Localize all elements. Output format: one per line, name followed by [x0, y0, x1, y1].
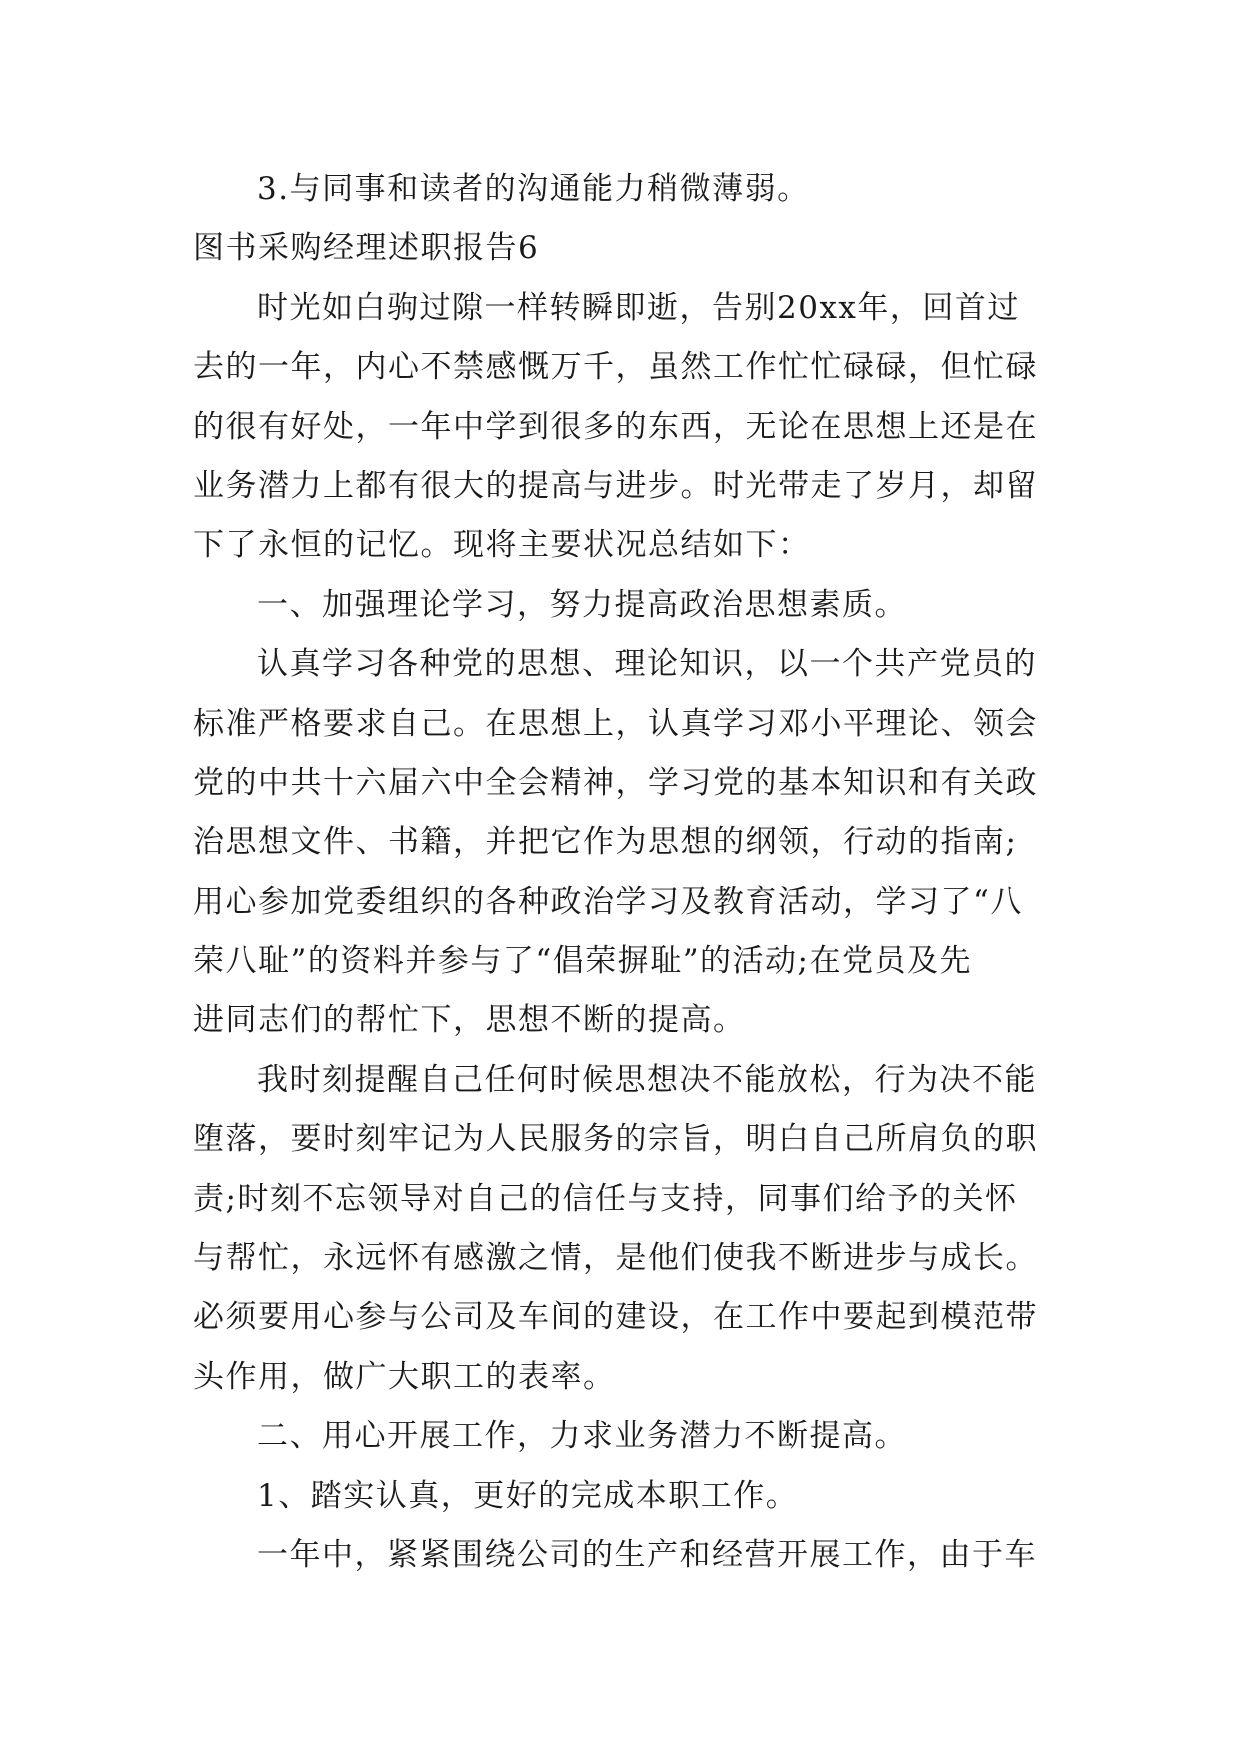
paragraph-line: 用心参加党委组织的各种政治学习及教育活动，学习了“八 [193, 883, 1023, 920]
paragraph-line: 必须要用心参与公司及车间的建设，在工作中要起到模范带 [193, 1299, 1038, 1336]
paragraph-line: 业务潜力上都有很大的提高与进步。时光带走了岁月，却留 [193, 467, 1038, 504]
paragraph-line: 头作用，做广大职工的表率。 [193, 1358, 616, 1395]
paragraph-line: 时光如白驹过隙一样转瞬即逝，告别20xx年，回首过 [257, 289, 1020, 326]
document-body [193, 160, 1053, 1585]
list-item-communication: 3.与同事和读者的沟通能力稍微薄弱。 [257, 171, 810, 207]
paragraph-line: 我时刻提醒自己任何时候思想决不能放松，行为决不能 [257, 1061, 1037, 1098]
subheading-two: 二、用心开展工作，力求业务潜力不断提高。 [257, 1418, 907, 1455]
paragraph-line: 堕落，要时刻牢记为人民服务的宗旨，明白自己所肩负的职 [193, 1121, 1038, 1158]
section-heading: 图书采购经理述职报告6 [193, 230, 540, 267]
paragraph-line: 去的一年，内心不禁感慨万千，虽然工作忙忙碌碌，但忙碌 [193, 349, 1038, 386]
paragraph-line: 与帮忙，永远怀有感激之情，是他们使我不断进步与成长。 [193, 1240, 1038, 1277]
paragraph-line: 党的中共十六届六中全会精神，学习党的基本知识和有关政 [193, 764, 1038, 801]
paragraph-line: 治思想文件、书籍，并把它作为思想的纲领，行动的指南; [193, 824, 1018, 861]
paragraph-line: 荣八耻”的资料并参与了“倡荣摒耻”的活动;在党员及先 [193, 943, 972, 980]
paragraph-line: 责;时刻不忘领导对自己的信任与支持，同事们给予的关怀 [193, 1180, 1018, 1217]
paragraph-line: 的很有好处，一年中学到很多的东西，无论在思想上还是在 [193, 408, 1038, 445]
paragraph-line: 下了永恒的记忆。现将主要状况总结如下： [193, 527, 811, 564]
paragraph-line: 认真学习各种党的思想、理论知识，以一个共产党员的 [257, 646, 1037, 683]
paragraph-line: 标准严格要求自己。在思想上，认真学习邓小平理论、领会 [193, 705, 1038, 742]
list-item-diligence: 1、踏实认真，更好的完成本职工作。 [257, 1477, 799, 1514]
subheading-one: 一、加强理论学习，努力提高政治思想素质。 [257, 586, 907, 623]
paragraph-line: 进同志们的帮忙下，思想不断的提高。 [193, 1002, 746, 1039]
paragraph-line: 一年中，紧紧围绕公司的生产和经营开展工作，由于车 [257, 1536, 1037, 1573]
